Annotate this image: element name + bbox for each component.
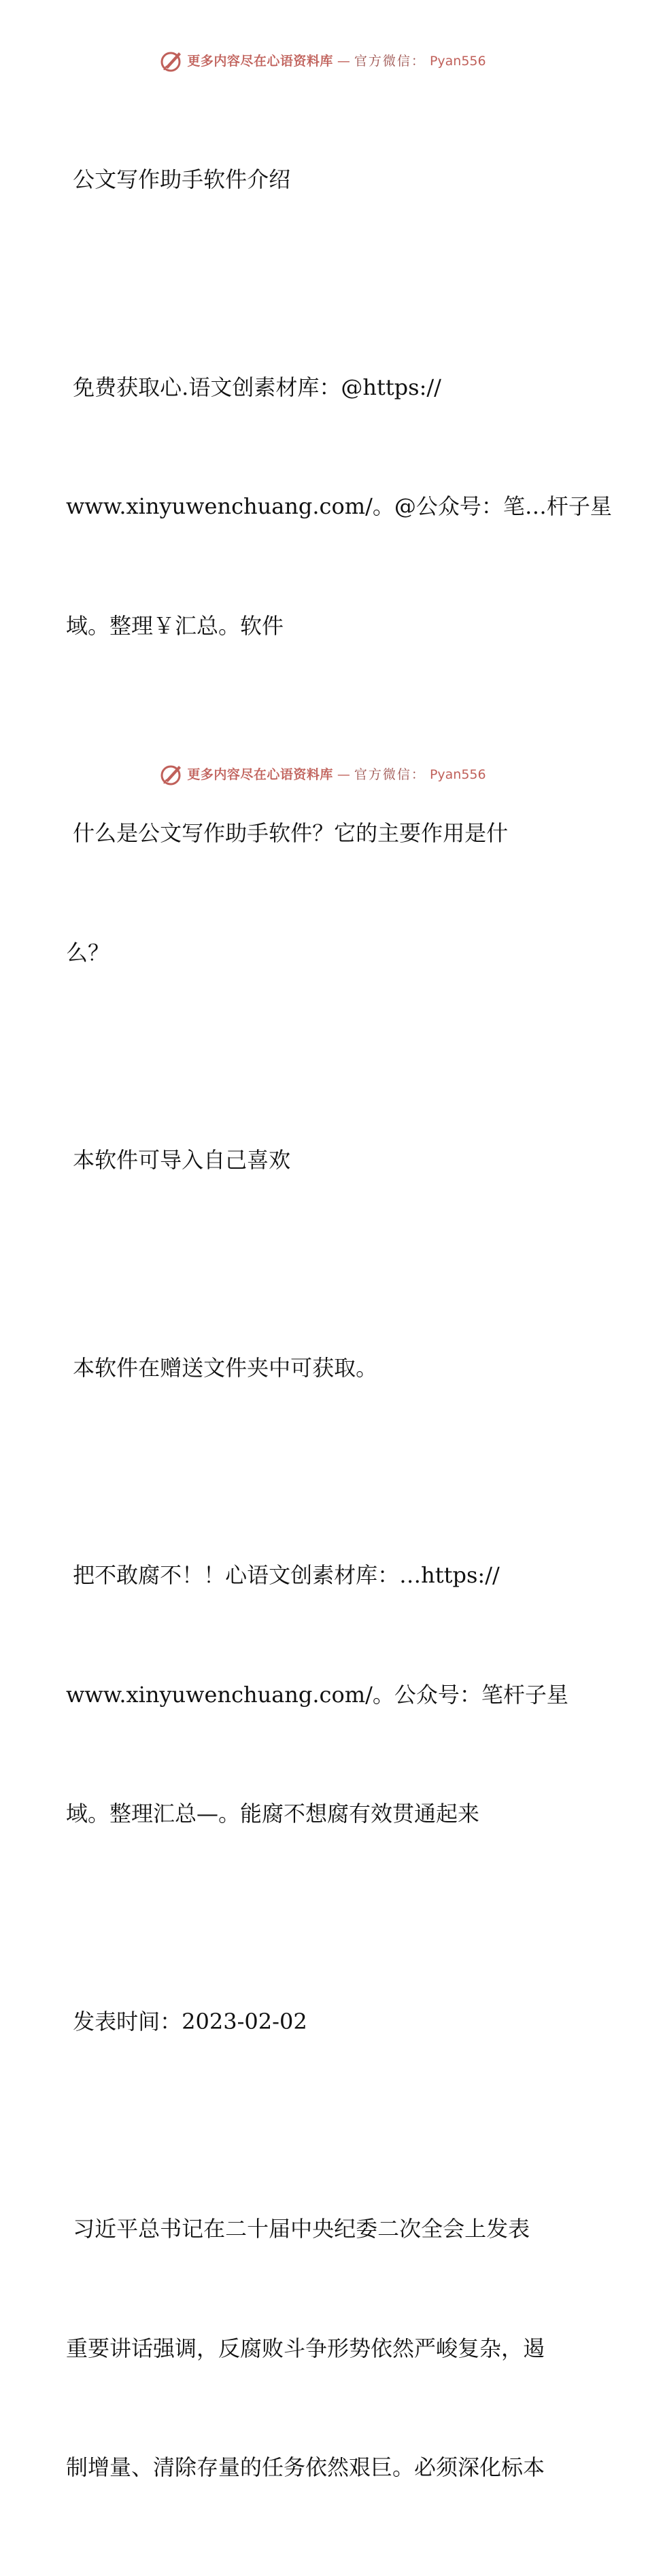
text-line: www.xinyuwenchuang.com/。公众号：笔杆子星 bbox=[66, 1681, 568, 1708]
watermark-wechat-id: Pyan556 bbox=[429, 766, 486, 782]
paragraph-source-notice bbox=[66, 288, 612, 726]
text-line: 什么是公文写作助手软件？它的主要作用是什 bbox=[66, 820, 509, 846]
watermark-wechat-id: Pyan556 bbox=[429, 53, 486, 69]
text-line: 发表时间：2023-02-02 bbox=[66, 2008, 307, 2034]
watermark-header bbox=[0, 48, 646, 75]
text-line: 本软件可导入自己喜欢 bbox=[66, 1147, 291, 1173]
text-line: 把不敢腐不！！心语文创素材库：…https:// bbox=[66, 1562, 500, 1588]
text-line: 重要讲话强调，反腐败斗争形势依然严峻复杂，遏 bbox=[66, 2335, 545, 2361]
document-body bbox=[66, 80, 612, 2576]
watermark-dash: — bbox=[337, 53, 350, 69]
paragraph-obtain bbox=[66, 1269, 583, 1468]
text-line: 么？ bbox=[66, 939, 110, 966]
text-line: 公文写作助手软件介绍 bbox=[66, 166, 291, 192]
watermark-main-text: 更多内容尽在心语资料库 bbox=[187, 766, 333, 782]
text-line: 域。整理汇总—。能腐不想腐有效贯通起来 bbox=[66, 1801, 480, 1827]
watermark-footer bbox=[0, 761, 646, 788]
watermark-dash: — bbox=[337, 766, 350, 782]
watermark-wechat-label: 官方微信： bbox=[354, 766, 426, 782]
text-line: 制增量、清除存量的任务依然艰巨。必须深化标本 bbox=[66, 2454, 545, 2480]
paragraph-publish-date bbox=[66, 1922, 583, 2121]
watermark-wechat-label: 官方微信： bbox=[354, 53, 426, 69]
text-line: www.xinyuwenchuang.com/。@公众号：笔…杆子星 bbox=[66, 493, 612, 519]
text-line: 习近平总书记在二十届中央纪委二次全会上发表 bbox=[66, 2216, 530, 2242]
text-line: 域。整理￥汇总。软件 bbox=[66, 612, 284, 639]
quill-logo-icon bbox=[160, 50, 183, 73]
paragraph-import bbox=[66, 1061, 583, 1260]
text-line: 免费获取心.语文创素材库：@https:// bbox=[66, 374, 441, 400]
paragraph-body bbox=[66, 2130, 583, 2567]
text-line: 本软件在赠送文件夹中可获取。 bbox=[66, 1354, 378, 1381]
watermark-main-text: 更多内容尽在心语资料库 bbox=[187, 53, 333, 69]
paragraph-article-title bbox=[66, 1476, 583, 1913]
quill-logo-icon bbox=[160, 763, 183, 786]
paragraph-title bbox=[66, 80, 583, 279]
